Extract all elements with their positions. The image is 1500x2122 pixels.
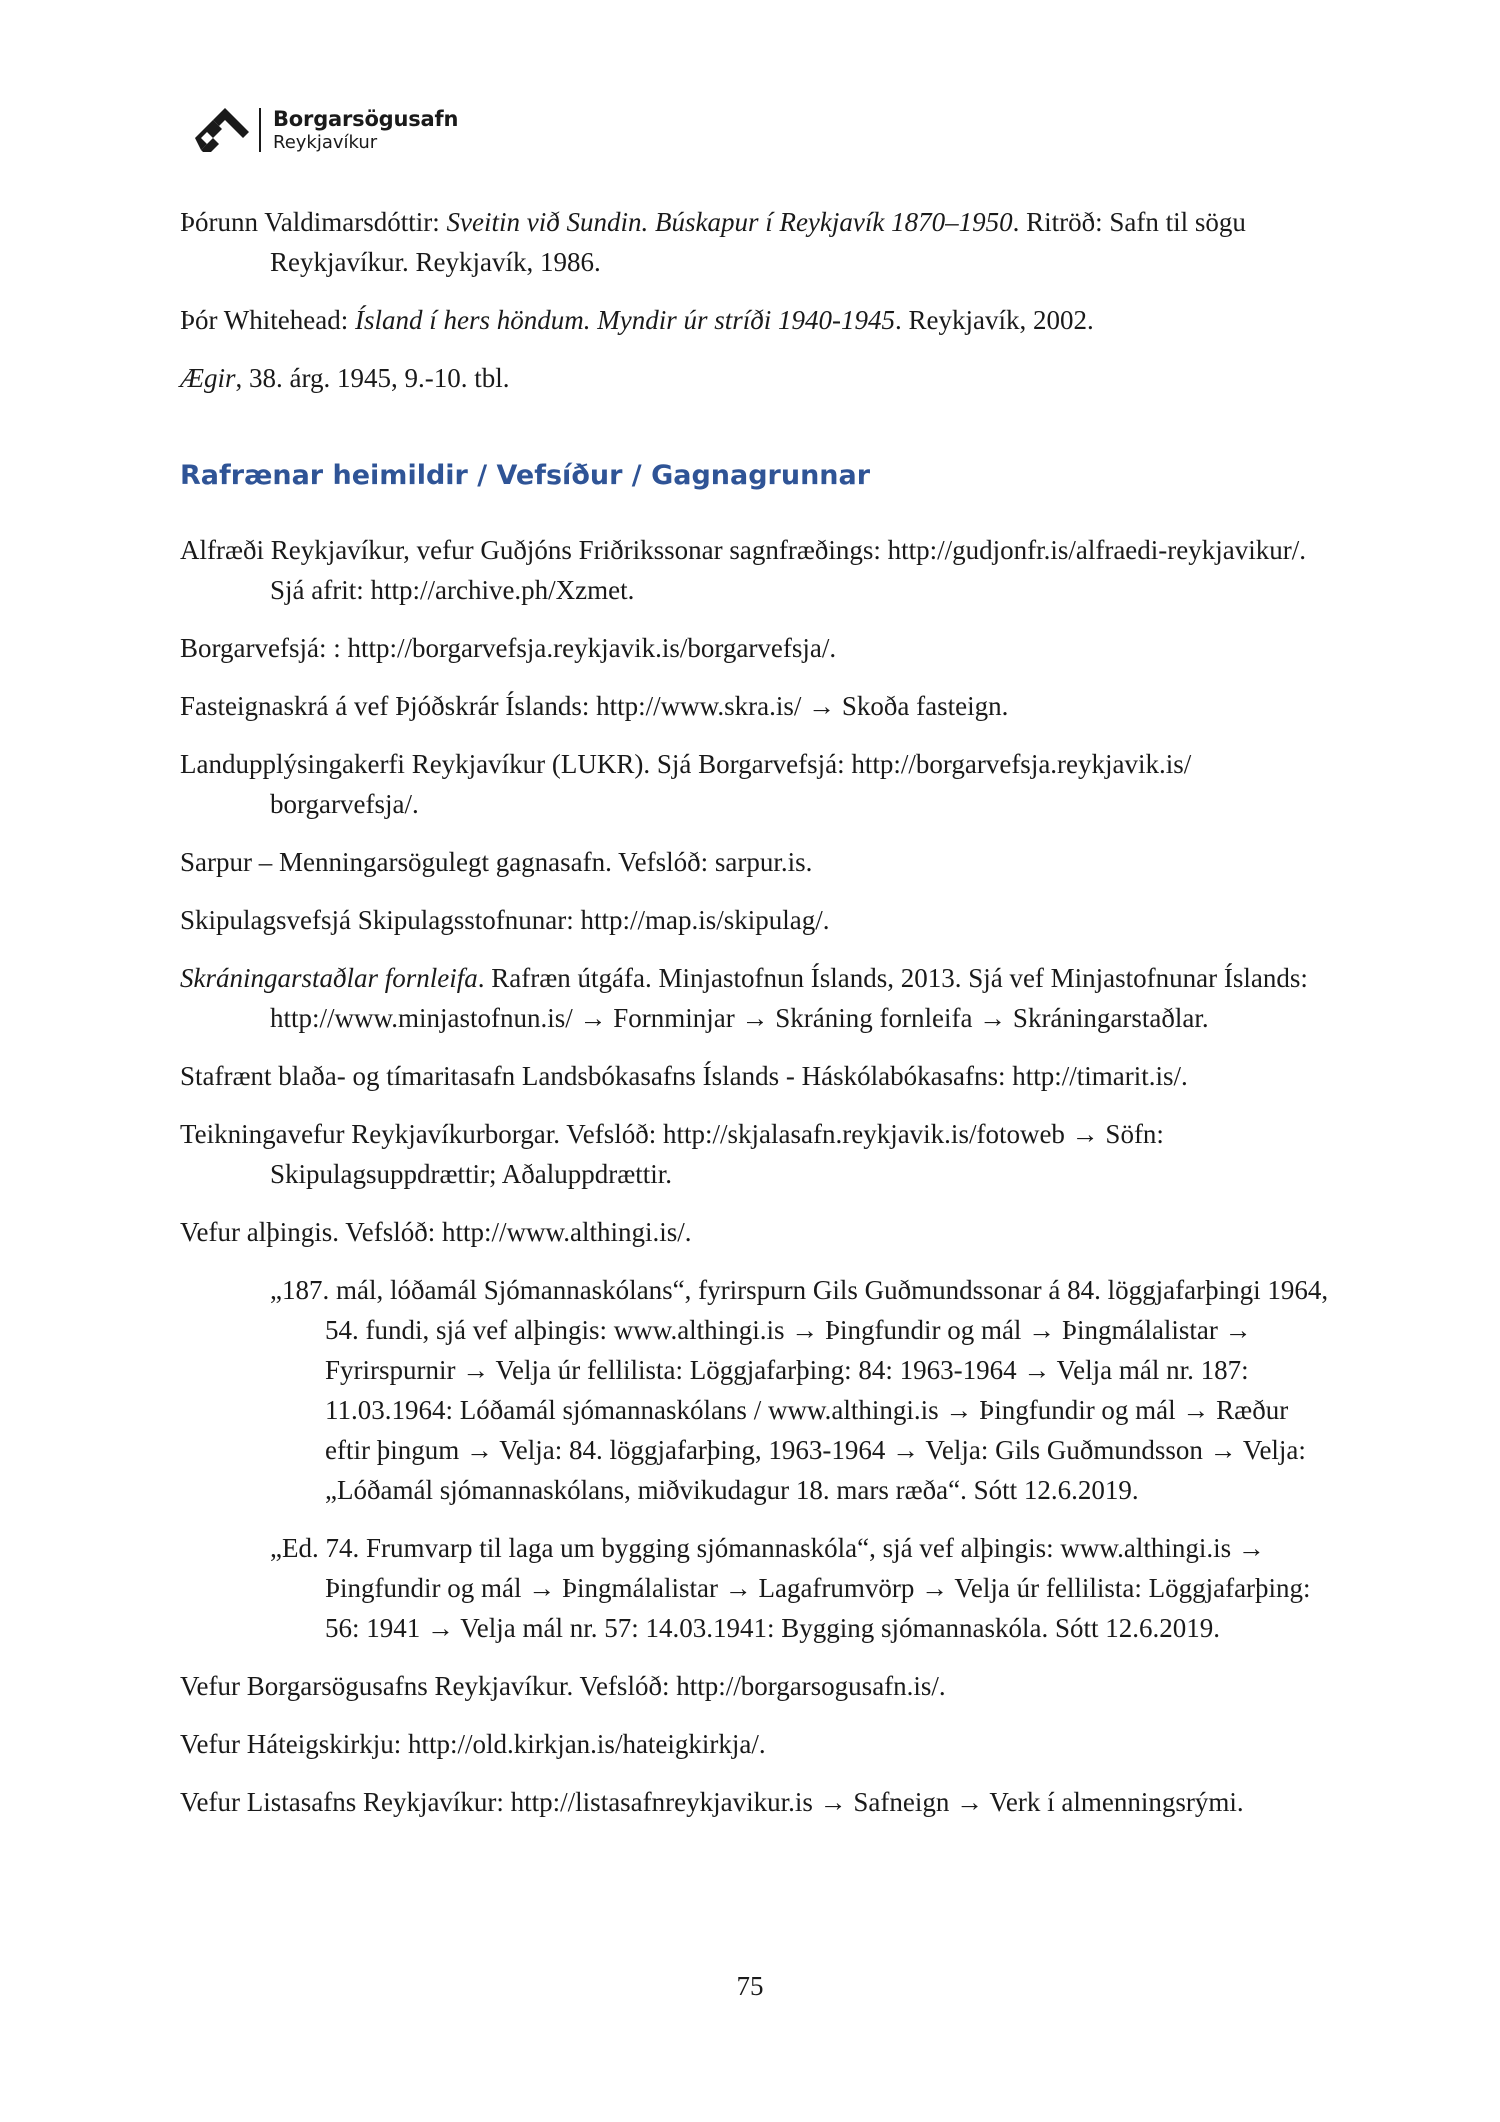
reference-entry: [180, 202, 1330, 282]
web-reference-entry: Borgarvefsjá: : http://borgarvefsja.reykjavik.is/borgarvefsja/.: [180, 633, 837, 663]
reference-title: Skráningarstaðlar fornleifa: [180, 963, 478, 993]
web-reference-entry: [180, 958, 1330, 1038]
reference-details: . Reykjavík, 2002.: [894, 305, 1094, 335]
reference-entry: [180, 300, 1330, 340]
web-reference-entry: Alfræði Reykjavíkur, vefur Guðjóns Friðrikssonar sagnfræðings: http://gudjonfr.is/alfraedi-reykjavikur/. Sjá afrit: http://archive.ph/Xzmet.: [180, 535, 1306, 605]
web-reference-entry: Skipulagsvefsjá Skipulagsstofnunar: http://map.is/skipulag/.: [180, 905, 830, 935]
web-reference-entry: Teikningavefur Reykjavíkurborgar. Vefslóð: http://skjalasafn.reykjavik.is/fotoweb → Söfn: Skipulagsuppdrættir; Aðaluppdrættir.: [180, 1119, 1164, 1189]
logo-chevron-icon: [193, 108, 251, 152]
logo-subtitle: Reykjavíkur: [273, 131, 378, 153]
logo-text: [273, 106, 459, 153]
web-reference-entry: Vefur Háteigskirkju: http://old.kirkjan.is/hateigkirkja/.: [180, 1729, 766, 1759]
reference-author: Þórunn Valdimarsdóttir:: [180, 207, 447, 237]
web-reference-entry: Landupplýsingakerfi Reykjavíkur (LUKR). Sjá Borgarvefsjá: http://borgarvefsja.reykjavik.is/ borgarvefsja/.: [180, 749, 1192, 819]
page-number: 75: [736, 1971, 764, 2001]
reference-author: Þór Whitehead:: [180, 305, 355, 335]
logo-name: Borgarsögusafn: [273, 106, 459, 131]
borgarsogusafn-logo: [193, 104, 458, 156]
web-reference-entry: Vefur alþingis. Vefslóð: http://www.althingi.is/.: [180, 1217, 692, 1247]
bibliography-content: [180, 202, 1330, 1840]
web-reference-entry: Fasteignaskrá á vef Þjóðskrár Íslands: http://www.skra.is/ → Skoða fasteign.: [180, 691, 1009, 721]
section-heading: Rafrænar heimildir / Vefsíður / Gagnagrunnar: [180, 460, 871, 491]
reference-details: . Rafræn útgáfa. Minjastofnun Íslands, 2013. Sjá vef Minjastofnunar Íslands: http://www.minjastofnun.is/ → Fornminjar → Skráning fornleifa → Skráningarstaðlar.: [270, 963, 1308, 1033]
althingi-reference-entry: „187. mál, lóðamál Sjómannaskólans“, fyrirspurn Gils Guðmundssonar á 84. löggjafarþingi 1964, 54. fundi, sjá vef alþingis: www.althingi.is → Þingfundir og mál → Þingmálalistar → Fyrirspurnir → Velja úr fellilista: Löggjafarþing: 84: 1963-1964 → Velja mál nr. 187: 11.03.1964: Lóðamál sjómannaskólans / www.althingi.is → Þingfundir og mál → Ræður eftir þingum → Velja: 84. löggjafarþing, 1963-1964 → Velja: Gils Guðmundsson → Velja: „Lóðamál sjómannaskólans, miðvikudagur 18. mars ræða“. Sótt 12.6.2019.: [270, 1275, 1329, 1505]
reference-title: Sveitin við Sundin. Búskapur í Reykjavík 1870–1950: [446, 207, 1013, 237]
logo-divider: [259, 108, 261, 152]
web-reference-entry: Stafrænt blaða- og tímaritasafn Landsbókasafns Íslands - Háskólabókasafns: http://timarit.is/.: [180, 1061, 1188, 1091]
reference-entry: [180, 358, 1330, 398]
web-reference-entry: Vefur Borgarsögusafns Reykjavíkur. Vefslóð: http://borgarsogusafn.is/.: [180, 1671, 946, 1701]
web-reference-entry: Sarpur – Menningarsögulegt gagnasafn. Vefslóð: sarpur.is.: [180, 847, 813, 877]
althingi-reference-entry: „Ed. 74. Frumvarp til laga um bygging sjómannaskóla“, sjá vef alþingis: www.althingi.is → Þingfundir og mál → Þingmálalistar → Lagafrumvörp → Velja úr fellilista: Löggjafarþing: 56: 1941 → Velja mál nr. 57: 14.03.1941: Bygging sjómannaskóla. Sótt 12.6.2019.: [270, 1533, 1311, 1643]
reference-details: , 38. árg. 1945, 9.-10. tbl.: [235, 363, 510, 393]
reference-details: . Ritröð: Safn til sögu Reykjavíkur. Reykjavík, 1986.: [270, 207, 1246, 277]
reference-title: Ísland í hers höndum. Myndir úr stríði 1940-1945: [354, 305, 895, 335]
reference-title: Ægir: [180, 363, 236, 393]
web-reference-entry: Vefur Listasafns Reykjavíkur: http://listasafnreykjavikur.is → Safneign → Verk í almenningsrými.: [180, 1787, 1244, 1817]
